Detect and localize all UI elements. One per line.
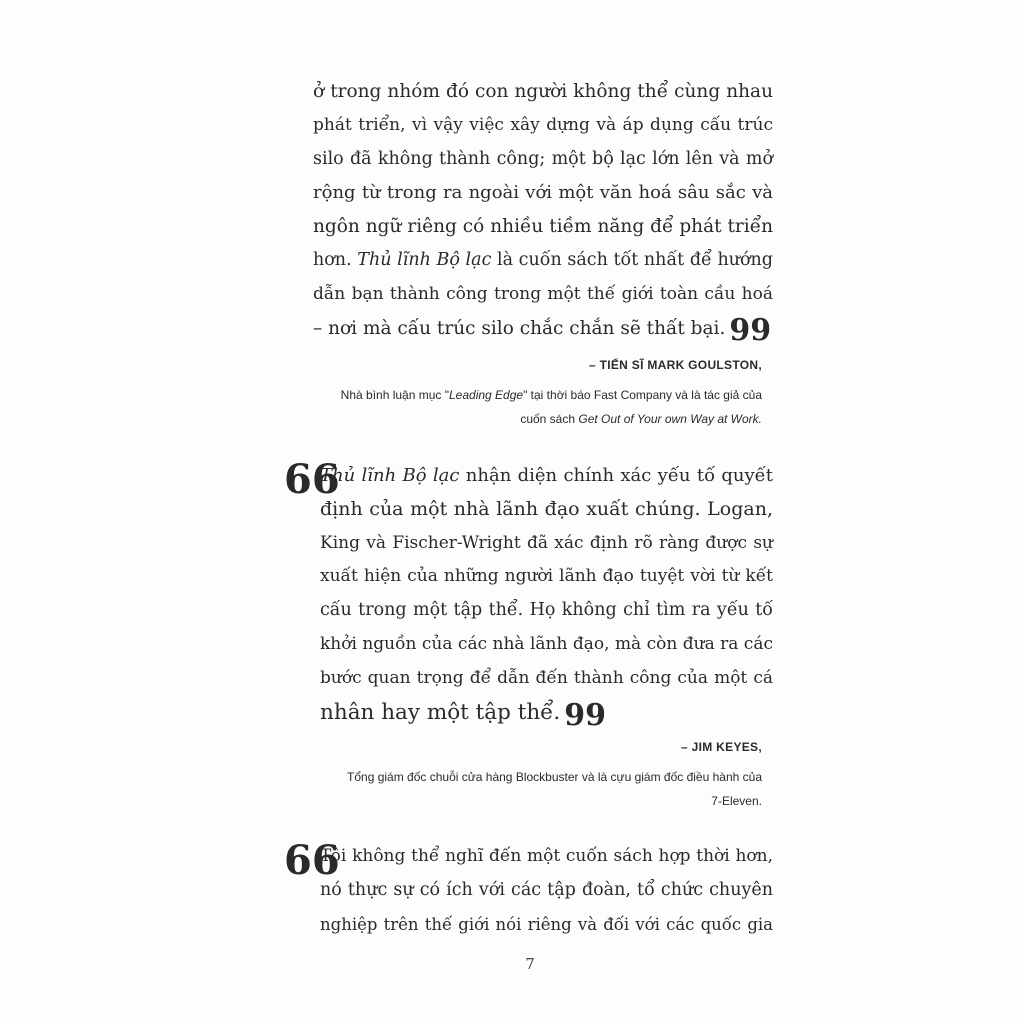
page-number: 7 [525, 955, 535, 973]
quote-3-line: Tôi không thể nghĩ đến một cuốn sách hợp thời hơn, [320, 846, 773, 866]
quote-1-line: ở trong nhóm đó con người không thể cùng nhau [313, 81, 773, 102]
quote-1-line-with-title: hơn. Thủ lĩnh Bộ lạc là cuốn sách tốt nhất để hướng [313, 249, 773, 270]
quote-2-text [320, 459, 773, 733]
quote-2-line: King và Fischer-Wright đã xác định rõ ràng được sự [320, 532, 773, 553]
quote-1-line: rộng từ trong ra ngoài với một văn hoá sâu sắc và [313, 182, 773, 204]
quote-2-line: cấu trong một tập thể. Họ không chỉ tìm ra yếu tố [320, 600, 773, 621]
author-name: – TIẾN SĨ MARK GOULSTON, [589, 358, 762, 372]
quote-1-text [313, 75, 773, 348]
book-title: Thủ lĩnh Bộ lạc [320, 465, 460, 486]
quote-1-line: ngôn ngữ riêng có nhiều tiềm năng để phát triển [313, 216, 773, 238]
open-quote-icon: 66 [284, 456, 340, 503]
quote-1-line: phát triển, vì vậy việc xây dựng và áp dụng cấu trúc [313, 114, 773, 135]
author-description: Nhà bình luận mục "Leading Edge" tại thời báo Fast Company và là tác giả của cuốn sách Get Out of Your own Way at Work. [340, 388, 762, 426]
quote-2-last-line: nhân hay một tập thể. 99 [320, 697, 606, 733]
book-title: Thủ lĩnh Bộ lạc [357, 249, 492, 270]
open-quote-icon: 66 [284, 837, 340, 884]
attribution-1 [292, 357, 762, 431]
quote-2-line: xuất hiện của những người lãnh đạo tuyệt vời từ kết [320, 566, 773, 587]
quote-3-line: nghiệp trên thế giới nói riêng và đối với các quốc gia [320, 914, 773, 934]
author-name: – JIM KEYES, [681, 740, 762, 754]
quote-2-line: bước quan trọng để dẫn đến thành công của một cá [320, 667, 773, 688]
author-description: Tổng giám đốc chuỗi cửa hàng Blockbuster và là cựu giám đốc điều hành của 7-Eleven. [347, 770, 762, 808]
quote-1-line: dẫn bạn thành công trong một thế giới toàn cầu hoá [313, 283, 773, 304]
close-quote-icon: 99 [729, 312, 772, 348]
quote-2-line-with-title: Thủ lĩnh Bộ lạc nhận diện chính xác yếu tố quyết [320, 465, 773, 486]
quote-1-line: silo đã không thành công; một bộ lạc lớn lên và mở [313, 148, 773, 169]
quote-3-text [320, 840, 773, 941]
close-quote-icon: 99 [564, 697, 606, 733]
attribution-2 [292, 739, 762, 813]
quote-3-line: nó thực sự có ích với các tập đoàn, tổ chức chuyên [320, 879, 773, 900]
quote-1-last-line: – nơi mà cấu trúc silo chắc chắn sẽ thất bại. 99 [313, 312, 772, 348]
quote-2-line: định của một nhà lãnh đạo xuất chúng. Logan, [320, 497, 773, 520]
quote-2-line: khởi nguồn của các nhà lãnh đạo, mà còn đưa ra các [320, 633, 773, 654]
